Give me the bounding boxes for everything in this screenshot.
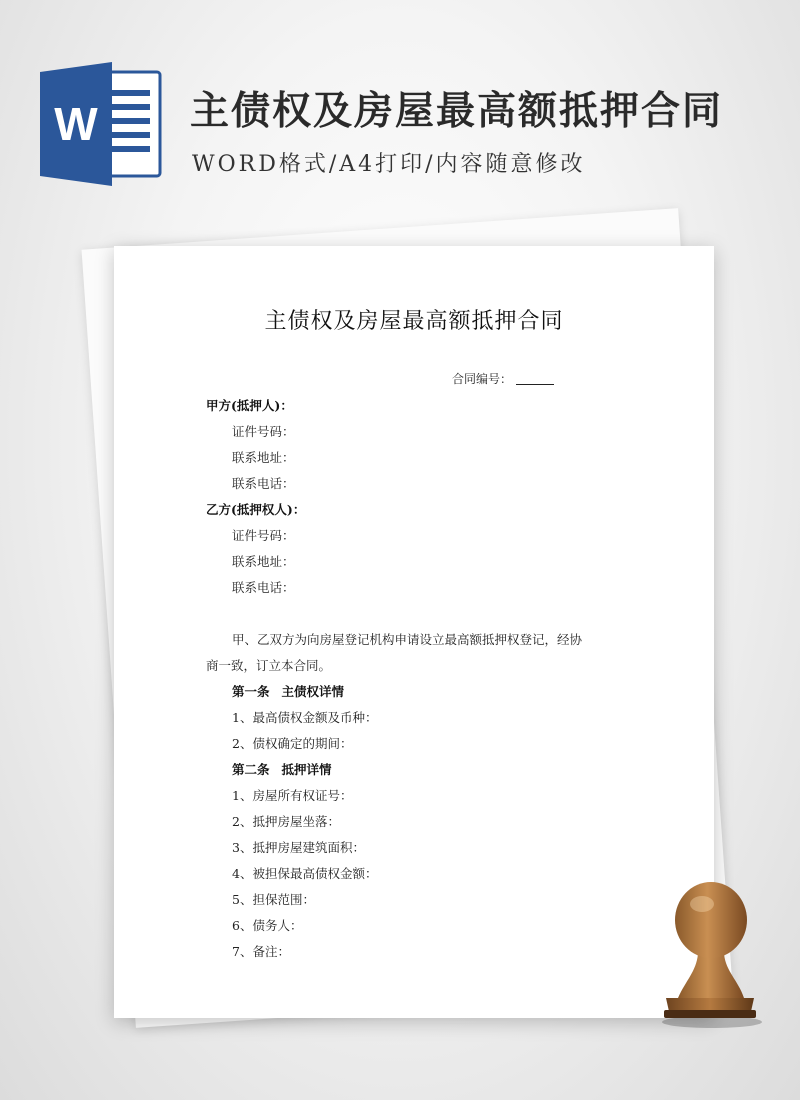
logo-letter: W: [54, 98, 98, 150]
party-b-id-label: 证件号码：: [232, 528, 295, 543]
article-1-item: 2、债权确定的期间：: [232, 736, 353, 751]
article-1-heading: [232, 682, 344, 700]
article-1-title: 主债权详情: [281, 684, 345, 699]
article-2-item: 3、抵押房屋建筑面积：: [232, 840, 365, 855]
article-2-item: 4、被担保最高债权金额：: [232, 866, 378, 881]
header-banner: [0, 0, 800, 210]
article-2-item: 6、债务人：: [232, 918, 303, 933]
article-2-item: 2、抵押房屋坐落：: [232, 814, 340, 829]
intro-paragraph-line-2: 商一致，订立本合同。: [206, 658, 332, 673]
page-subtitle: WORD格式/A4打印/内容随意修改: [192, 152, 586, 177]
party-a-heading: 甲方(抵押人)：: [206, 398, 293, 413]
party-b-heading: 乙方(抵押权人)：: [206, 502, 306, 517]
word-document-icon: [38, 62, 166, 186]
party-b-address-label: 联系地址：: [232, 554, 295, 569]
party-b-phone-label: 联系电话：: [232, 580, 295, 595]
document-title: 主债权及房屋最高额抵押合同: [264, 309, 564, 334]
intro-paragraph-line-1: 甲、乙双方为向房屋登记机构申请设立最高额抵押权登记，经协: [232, 632, 583, 647]
document-page: [114, 246, 714, 1018]
page-title: 主债权及房屋最高额抵押合同: [190, 89, 724, 134]
wooden-seal-stamp-icon: [652, 880, 768, 1030]
article-2-heading: [232, 760, 332, 778]
article-2-number: 第二条: [232, 762, 270, 777]
article-1-number: 第一条: [232, 684, 270, 699]
article-1-item: 1、最高债权金额及币种：: [232, 710, 378, 725]
article-2-item: 7、备注：: [232, 944, 290, 959]
contract-number-label: 合同编号：: [452, 372, 513, 386]
contract-number-field: [452, 370, 554, 387]
contract-number-blank: [516, 373, 554, 385]
party-a-id-label: 证件号码：: [232, 424, 295, 439]
party-a-phone-label: 联系电话：: [232, 476, 295, 491]
article-2-title: 抵押详情: [281, 762, 332, 777]
article-2-item: 1、房屋所有权证号：: [232, 788, 353, 803]
article-2-item: 5、担保范围：: [232, 892, 315, 907]
party-a-address-label: 联系地址：: [232, 450, 295, 465]
